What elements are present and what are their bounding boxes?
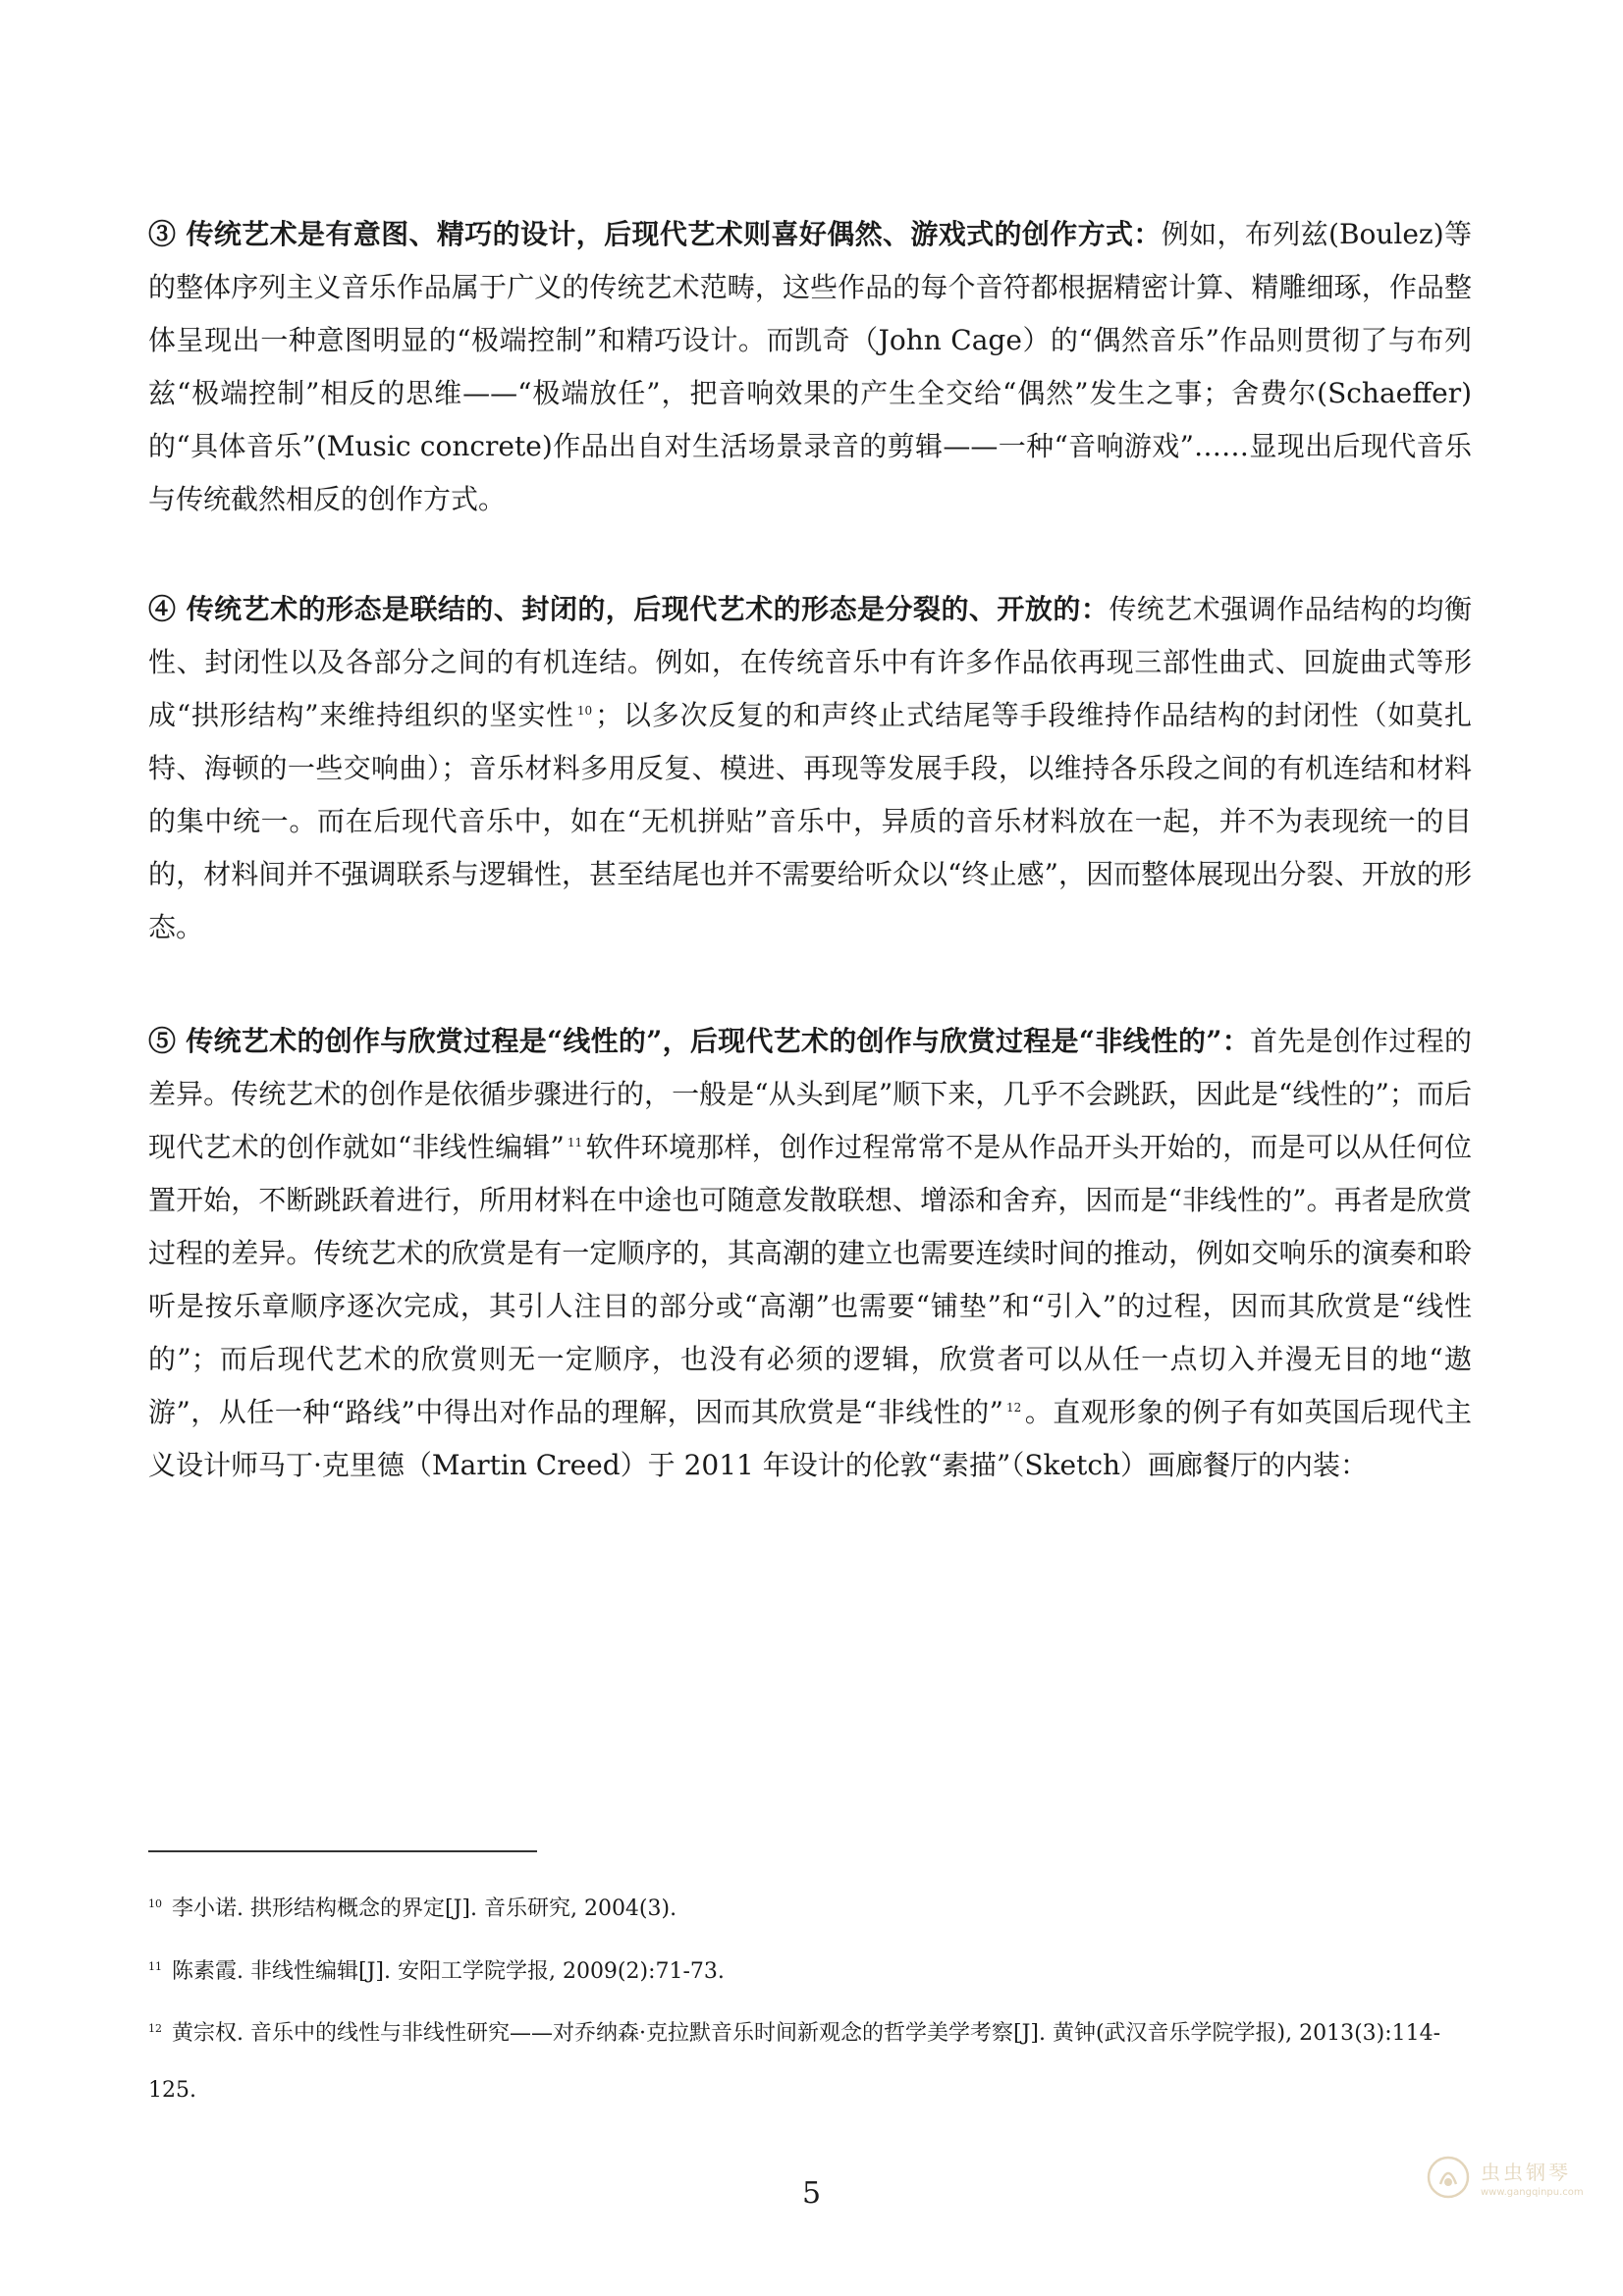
paragraph-3 bbox=[148, 208, 1472, 526]
paragraph-3-heading: ③ 传统艺术是有意图、精巧的设计，后现代艺术则喜好偶然、游戏式的创作方式： bbox=[148, 218, 1162, 250]
footnote-11-text: 陈素霞. 非线性编辑[J]. 安阳工学院学报, 2009(2):71-73. bbox=[172, 1959, 725, 1984]
watermark-logo-icon bbox=[1426, 2155, 1471, 2200]
footnote-10-number: 10 bbox=[148, 1896, 162, 1910]
footnote-ref-12[interactable]: 12 bbox=[1006, 1400, 1022, 1415]
footnote-ref-10[interactable]: 10 bbox=[576, 703, 593, 718]
paragraph-5-body-cont: 软件环境那样，创作过程常常不是从作品开头开始的，而是可以从任何位置开始，不断跳跃着进行，所用材料在中途也可随意发散联想、增添和舍弃，因而是“非线性的”。再者是欣赏过程的差异。传统艺术的欣赏是有一定顺序的，其高潮的建立也需要连续时间的推动，例如交响乐的演奏和聆听是按乐章顺序逐次完成，其引人注目的部分或“高潮”也需要“铺垫”和“引入”的过程，因而其欣赏是“线性的”；而后现代艺术的欣赏则无一定顺序，也没有必须的逻辑，欣赏者可以从任一点切入并漫无目的地“遨游”，从任一种“路线”中得出对作品的理解，因而其欣赏是“非线性的” bbox=[148, 1131, 1472, 1428]
footnote-divider bbox=[148, 1850, 537, 1852]
paragraph-3-body: 例如，布列兹(Boulez)等的整体序列主义音乐作品属于广义的传统艺术范畴，这些作品的每个音符都根据精密计算、精雕细琢，作品整体呈现出一种意图明显的“极端控制”和精巧设计。而凯奇（John Cage）的“偶然音乐”作品则贯彻了与布列兹“极端控制”相反的思维——“极端放任”，把音响效果的产生全交给“偶然”发生之事；舍费尔(Schaeffer)的“具体音乐”(Music concrete)作品出自对生活场景录音的剪辑——一种“音响游戏”……显现出后现代音乐与传统截然相反的创作方式。 bbox=[148, 218, 1472, 515]
paragraph-5 bbox=[148, 1015, 1472, 1492]
footnote-ref-11[interactable]: 11 bbox=[567, 1135, 583, 1149]
page-number: 5 bbox=[801, 2176, 822, 2211]
paragraph-5-heading: ⑤ 传统艺术的创作与欣赏过程是“线性的”，后现代艺术的创作与欣赏过程是“非线性的”： bbox=[148, 1025, 1250, 1057]
footnote-12 bbox=[148, 2005, 1472, 2119]
paragraph-5-body: 首先是创作过程的差异。传统艺术的创作是依循步骤进行的，一般是“从头到尾”顺下来，几乎不会跳跃，因此是“线性的”；而后现代艺术的创作就如“非线性编辑” bbox=[148, 1025, 1472, 1163]
footnote-12-text: 黄宗权. 音乐中的线性与非线性研究——对乔纳森·克拉默音乐时间新观念的哲学美学考察[J]. 黄钟(武汉音乐学院学报), 2013(3):114-125. bbox=[148, 2021, 1441, 2103]
watermark-url: www.gangqinpu.com bbox=[1481, 2187, 1584, 2198]
footnote-11 bbox=[148, 1944, 1472, 2001]
paragraph-4 bbox=[148, 583, 1472, 954]
paragraph-4-body-cont: ；以多次反复的和声终止式结尾等手段维持作品结构的封闭性（如莫扎特、海顿的一些交响曲）；音乐材料多用反复、模进、再现等发展手段，以维持各乐段之间的有机连结和材料的集中统一。而在后现代音乐中，如在“无机拼贴”音乐中，异质的音乐材料放在一起，并不为表现统一的目的，材料间并不强调联系与逻辑性，甚至结尾也并不需要给听众以“终止感”，因而整体展现出分裂、开放的形态。 bbox=[148, 699, 1472, 943]
paragraph-4-body: 传统艺术强调作品结构的均衡性、封闭性以及各部分之间的有机连结。例如，在传统音乐中有许多作品依再现三部性曲式、回旋曲式等形成“拱形结构”来维持组织的坚实性 bbox=[148, 593, 1472, 731]
paragraph-5-body-end: 。直观形象的例子有如英国后现代主义设计师马丁·克里德（Martin Creed）于 2011 年设计的伦敦“素描”（Sketch）画廊餐厅的内装： bbox=[148, 1396, 1472, 1481]
paragraph-4-heading: ④ 传统艺术的形态是联结的、封闭的，后现代艺术的形态是分裂的、开放的： bbox=[148, 593, 1109, 625]
footnote-10-text: 李小诺. 拱形结构概念的界定[J]. 音乐研究, 2004(3). bbox=[172, 1896, 677, 1921]
footnote-10 bbox=[148, 1881, 1472, 1938]
watermark bbox=[1426, 2150, 1593, 2209]
footnote-12-number: 12 bbox=[148, 2021, 162, 2035]
watermark-text: 虫虫钢琴 bbox=[1481, 2161, 1571, 2184]
footnote-11-number: 11 bbox=[148, 1959, 162, 1973]
